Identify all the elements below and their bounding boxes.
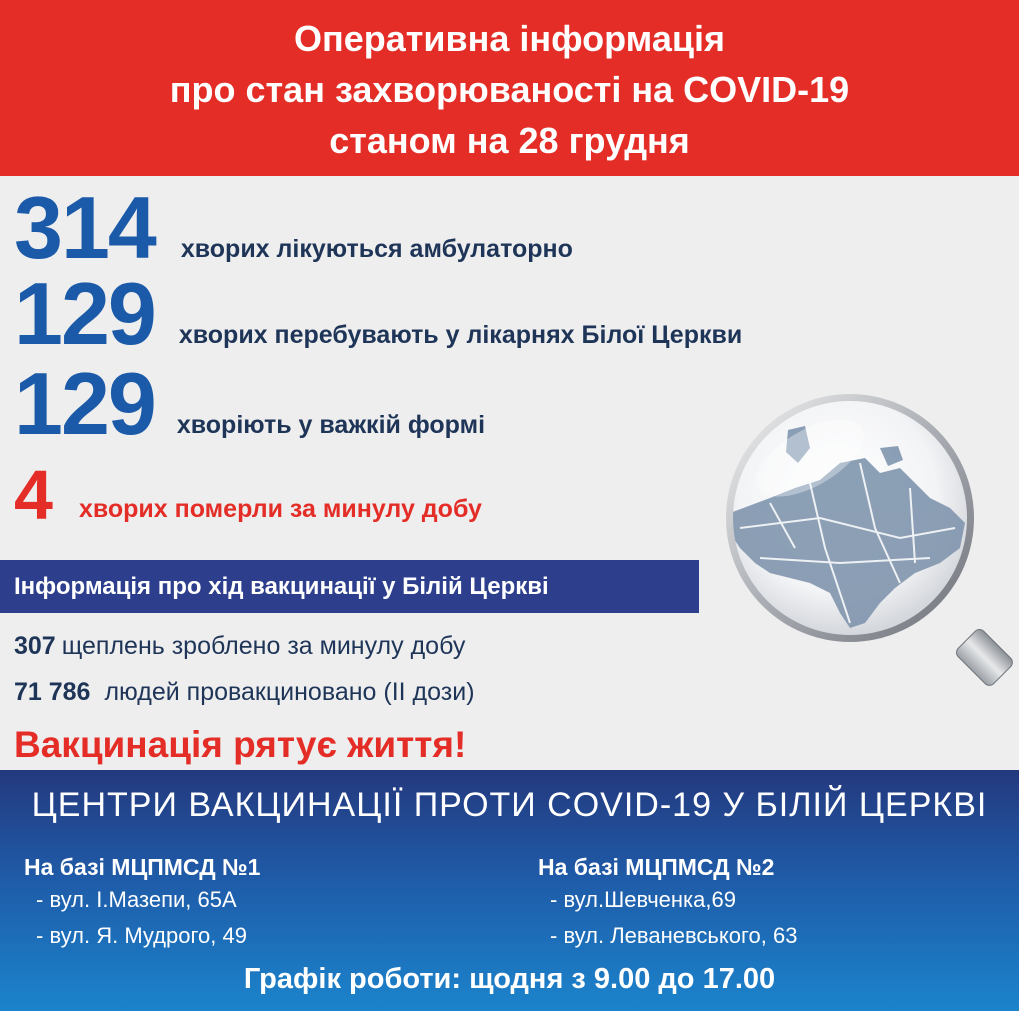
header-title-line-2: про стан захворюваності на COVID-19 bbox=[169, 69, 850, 110]
stat-number: 314 bbox=[14, 178, 155, 277]
vaccination-daily-label: щеплень зроблено за минулу добу bbox=[61, 632, 466, 660]
center-1 bbox=[24, 852, 260, 954]
stat-label: хворих померли за минулу добу bbox=[78, 495, 482, 523]
vaccination-info-banner: Інформація про хід вакцинації у Білій Церкві bbox=[0, 560, 699, 613]
center-name: На базі МЦПМСД №2 bbox=[538, 854, 775, 880]
stat-number: 4 bbox=[14, 456, 51, 534]
vaccination-daily bbox=[14, 632, 465, 661]
center-address: - вул. І.Мазепи, 65А bbox=[36, 887, 237, 912]
center-address: - вул.Шевченка,69 bbox=[550, 887, 736, 912]
stat-hospitalized bbox=[14, 264, 743, 363]
header-title-line-3: станом на 28 грудня bbox=[329, 120, 690, 161]
magnifier-map-icon bbox=[700, 388, 1019, 688]
header-banner bbox=[0, 0, 1019, 176]
stat-severe bbox=[14, 354, 486, 453]
header-title-line-1: Оперативна інформація bbox=[293, 18, 726, 59]
center-address: - вул. Я. Мудрого, 49 bbox=[36, 923, 247, 948]
vaccination-centers-section bbox=[0, 770, 1019, 1011]
vaccination-total-label: людей провакциновано (ІІ дози) bbox=[104, 678, 475, 706]
center-2 bbox=[538, 852, 797, 954]
vaccination-daily-number: 307 bbox=[14, 632, 56, 660]
stat-label: хворих перебувають у лікарнях Білої Церкви bbox=[178, 321, 743, 349]
vaccination-total-number: 71 786 bbox=[14, 678, 91, 706]
center-address: - вул. Леваневського, 63 bbox=[550, 923, 798, 948]
stat-outpatient bbox=[14, 178, 573, 277]
stat-deaths bbox=[14, 456, 482, 534]
stat-number: 129 bbox=[14, 264, 155, 363]
stat-number: 129 bbox=[14, 354, 155, 453]
vaccination-slogan: Вакцинація рятує життя! bbox=[14, 724, 467, 765]
stat-label: хворіють у важкій формі bbox=[176, 411, 486, 439]
centers-title: ЦЕНТРИ ВАКЦИНАЦІЇ ПРОТИ COVID-19 У БІЛІЙ ЦЕРКВІ bbox=[31, 786, 988, 824]
vaccination-total bbox=[14, 678, 475, 707]
work-schedule: Графік роботи: щодня з 9.00 до 17.00 bbox=[243, 963, 776, 995]
stat-label: хворих лікуються амбулаторно bbox=[180, 235, 573, 263]
center-name: На базі МЦПМСД №1 bbox=[24, 854, 261, 880]
